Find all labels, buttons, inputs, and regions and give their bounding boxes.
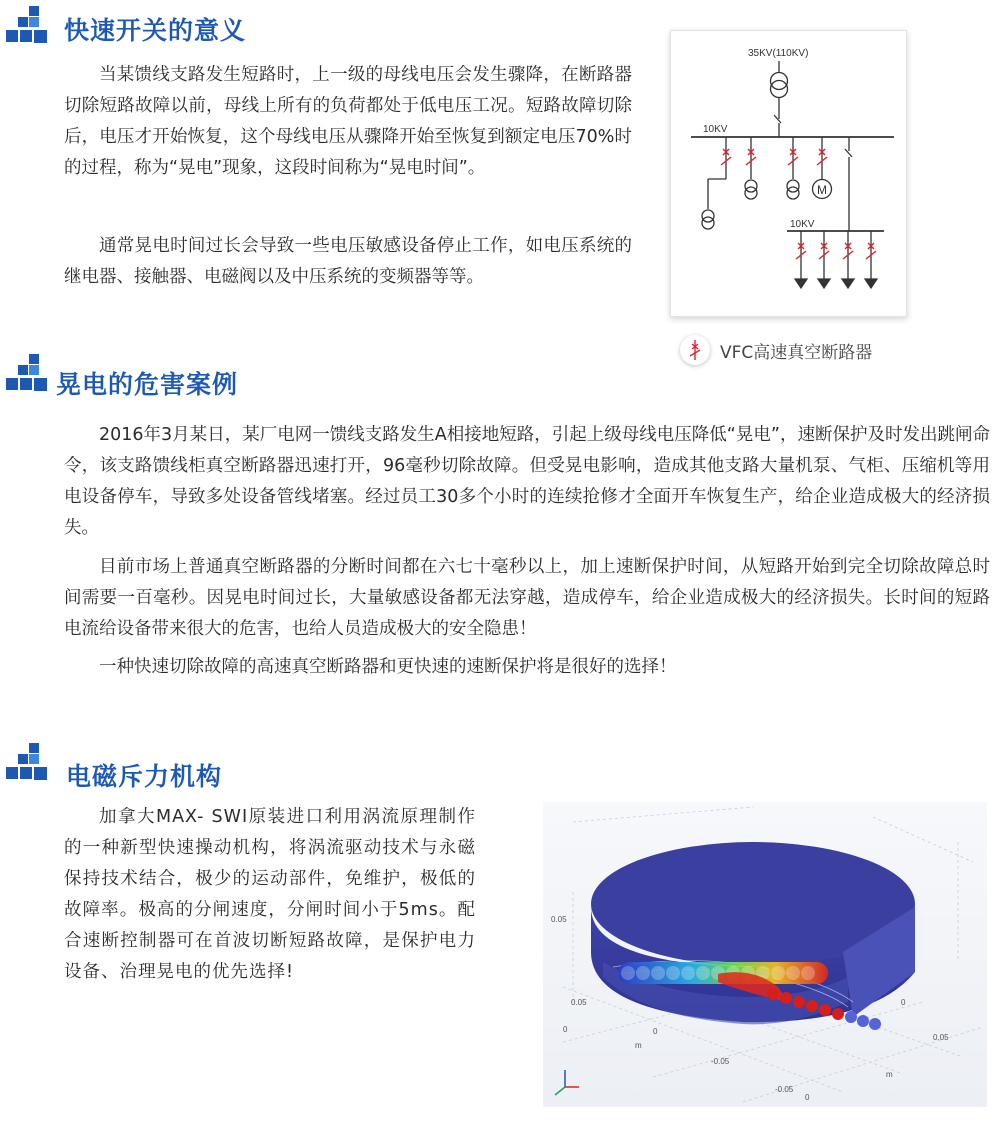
motor-label: M	[817, 183, 827, 197]
axis-tick-label: 0	[653, 1027, 658, 1036]
paragraph: 加拿大MAX- SWI原装进口利用涡流原理制作的一种新型快速操动机构，将涡流驱动技术与永磁保持技术结合，极少的运动部件，免维护，极低的故障率。极高的分闸速度，分闸时间小于5ms。配合速断控制器可在首波切断短路故障，是保护电力设备、治理晃电的优先选择!	[64, 807, 476, 982]
axis-unit-label: m	[635, 1041, 642, 1050]
source-voltage-label: 35KV(110KV)	[748, 48, 809, 59]
paragraph: 当某馈线支路发生短路时，上一级的母线电压会发生骤降，在断路器切除短路故障以前，母线上所有的负荷都处于低电压工况。短路故障切除后，电压才开始恢复，这个母线电压从骤降开始至恢复到额定电压70%时的过程，称为“晃电”现象，这段时间称为“晃电时间”。	[64, 65, 632, 178]
paragraph: 2016年3月某日，某厂电网一馈线支路发生A相接地短路，引起上级母线电压降低“晃电”，速断保护及时发出跳闸命令，该支路馈线柜真空断路器迅速打开，96毫秒切除故障。但受晃电影响，造成其他支路大量机泵、气柜、压缩机等用电设备停车，导致多处设备管线堵塞。经过员工30多个小时的连续抢修才全面开车恢复生产，给企业造成极大的经济损失。	[64, 425, 990, 538]
axis-tick-label: 0	[563, 1025, 568, 1034]
transformer-icon	[787, 180, 799, 192]
axis-tick-label: 0	[901, 998, 906, 1007]
axis-tick-label: 0.05	[933, 1033, 949, 1042]
axis-tick-label: 0.05	[551, 915, 567, 924]
ground-arrow-icon	[795, 279, 807, 288]
transformer-icon	[702, 210, 714, 222]
bus-voltage-label: 10KV	[703, 124, 728, 135]
ground-arrow-icon	[865, 279, 877, 288]
section-squares-icon	[6, 6, 52, 46]
axis-unit-label: m	[886, 1070, 893, 1079]
section-title-repulsion-mechanism: 电磁斥力机构	[66, 762, 223, 791]
axis-tick-label: -0.05	[775, 1085, 794, 1094]
section-title-hazard-case: 晃电的危害案例	[56, 370, 239, 399]
vfc-breaker-legend-icon	[680, 335, 710, 365]
sub-feeders	[795, 231, 877, 288]
legend-label: VFC高速真空断路器	[720, 342, 873, 363]
section-squares-icon	[6, 354, 52, 394]
diagram-legend	[680, 332, 872, 368]
vfc-breakers	[721, 149, 876, 259]
section-squares-icon	[6, 743, 52, 783]
axis-tick-label: 0	[805, 1093, 810, 1102]
sub-bus-voltage-label: 10KV	[790, 219, 815, 230]
ground-arrow-icon	[842, 279, 854, 288]
section-title-significance: 快速开关的意义	[64, 16, 247, 45]
axis-tick-label: 0.05	[571, 998, 587, 1007]
paragraph: 目前市场上普通真空断路器的分断时间都在六七十毫秒以上，加上速断保护时间，从短路开始到完全切除故障总时间需要一百毫秒。因晃电时间过长，大量敏感设备都无法穿越，造成停车，给企业造成极大的经济损失。长时间的短路电流给设备带来很大的危害，也给人员造成极大的安全隐患！	[64, 557, 990, 639]
orientation-axes-icon	[555, 1070, 579, 1095]
axis-tick-label: -0.05	[711, 1057, 730, 1066]
paragraph: 通常晃电时间过长会导致一些电压敏感设备停止工作，如电压系统的继电器、接触器、电磁阀以及中压系统的变频器等等。	[64, 236, 632, 287]
paragraph: 一种快速切除故障的高速真空断路器和更快速的速断保护将是很好的选择！	[99, 657, 677, 677]
transformer-icon	[745, 180, 757, 192]
single-line-diagram	[670, 30, 907, 317]
eddy-current-simulation-figure	[543, 802, 987, 1107]
ground-arrow-icon	[818, 279, 830, 288]
